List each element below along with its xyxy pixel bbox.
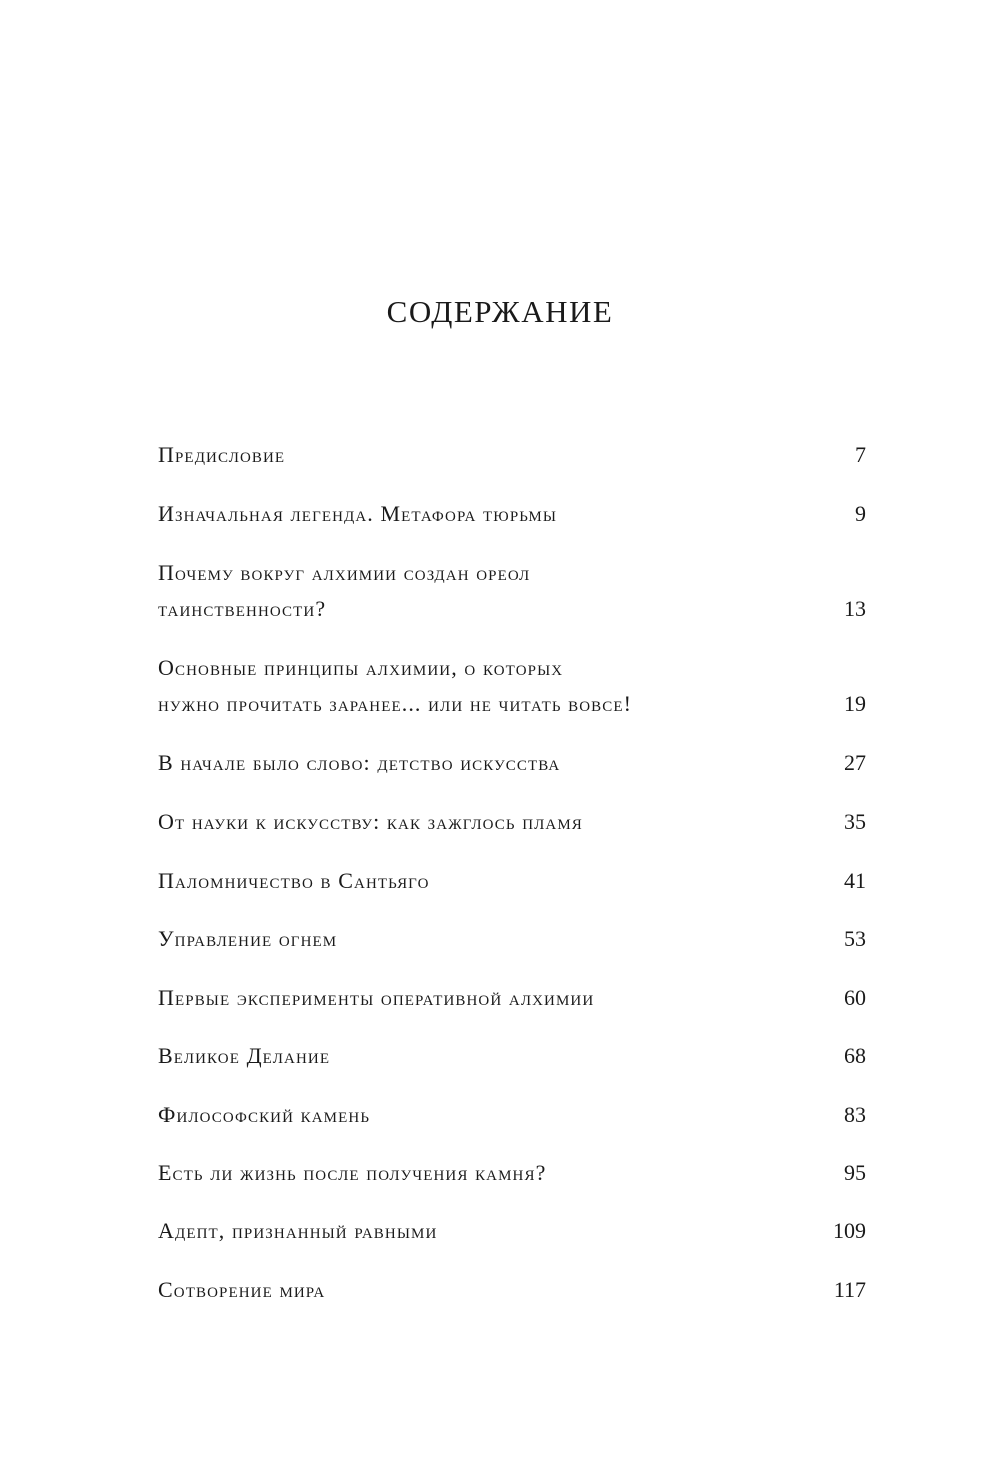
toc-entry-page: 7 [855,442,866,467]
toc-entry-page: 83 [844,1102,866,1127]
toc-entry-title: Философский камень [158,1102,371,1127]
toc-entry-page: 19 [844,691,866,716]
toc-entry-title: Основные принципы алхимии, о которых [158,655,564,680]
toc-entry-title: Великое Делание [158,1043,331,1068]
toc-entry-page: 95 [844,1160,866,1185]
toc-entry-title: Первые эксперименты оперативной алхимии [158,985,595,1010]
toc-entry-page: 35 [844,809,866,834]
page-title: СОДЕРЖАНИЕ [386,294,614,329]
toc-entry-page: 109 [833,1218,866,1243]
toc-entry-page: 41 [844,868,866,893]
toc-entry-title: Есть ли жизнь после получения камня? [158,1160,547,1185]
toc-entry-title: Адепт, признанный равными [158,1218,438,1243]
toc-entry-page: 117 [833,1277,866,1302]
toc-entry-title: От науки к искусству: как зажглось пламя [158,809,583,834]
toc-entry-page: 9 [855,501,866,526]
toc-entry-page: 27 [844,750,866,775]
toc-entry-title-continued: нужно прочитать заранее... или не читать вовсе! [158,691,633,716]
toc-entry-page: 13 [844,596,866,621]
toc-entry-title: Изначальная легенда. Метафора тюрьмы [158,501,557,526]
toc-entry-title: Паломничество в Сантьяго [158,868,430,893]
toc-entry-title: Сотворение мира [158,1277,326,1302]
toc-entry-title: Предисловие [158,442,286,467]
toc-entry-page: 68 [844,1043,866,1068]
toc-entry-page: 60 [844,985,866,1010]
toc-entry-title-continued: таинственности? [158,596,327,621]
toc-entry-page: 53 [844,926,866,951]
toc-entry-title: Почему вокруг алхимии создан ореол [158,560,531,585]
toc-entry-title: Управление огнем [158,926,338,951]
toc-entry-title: В начале было слово: детство искусства [158,750,561,775]
